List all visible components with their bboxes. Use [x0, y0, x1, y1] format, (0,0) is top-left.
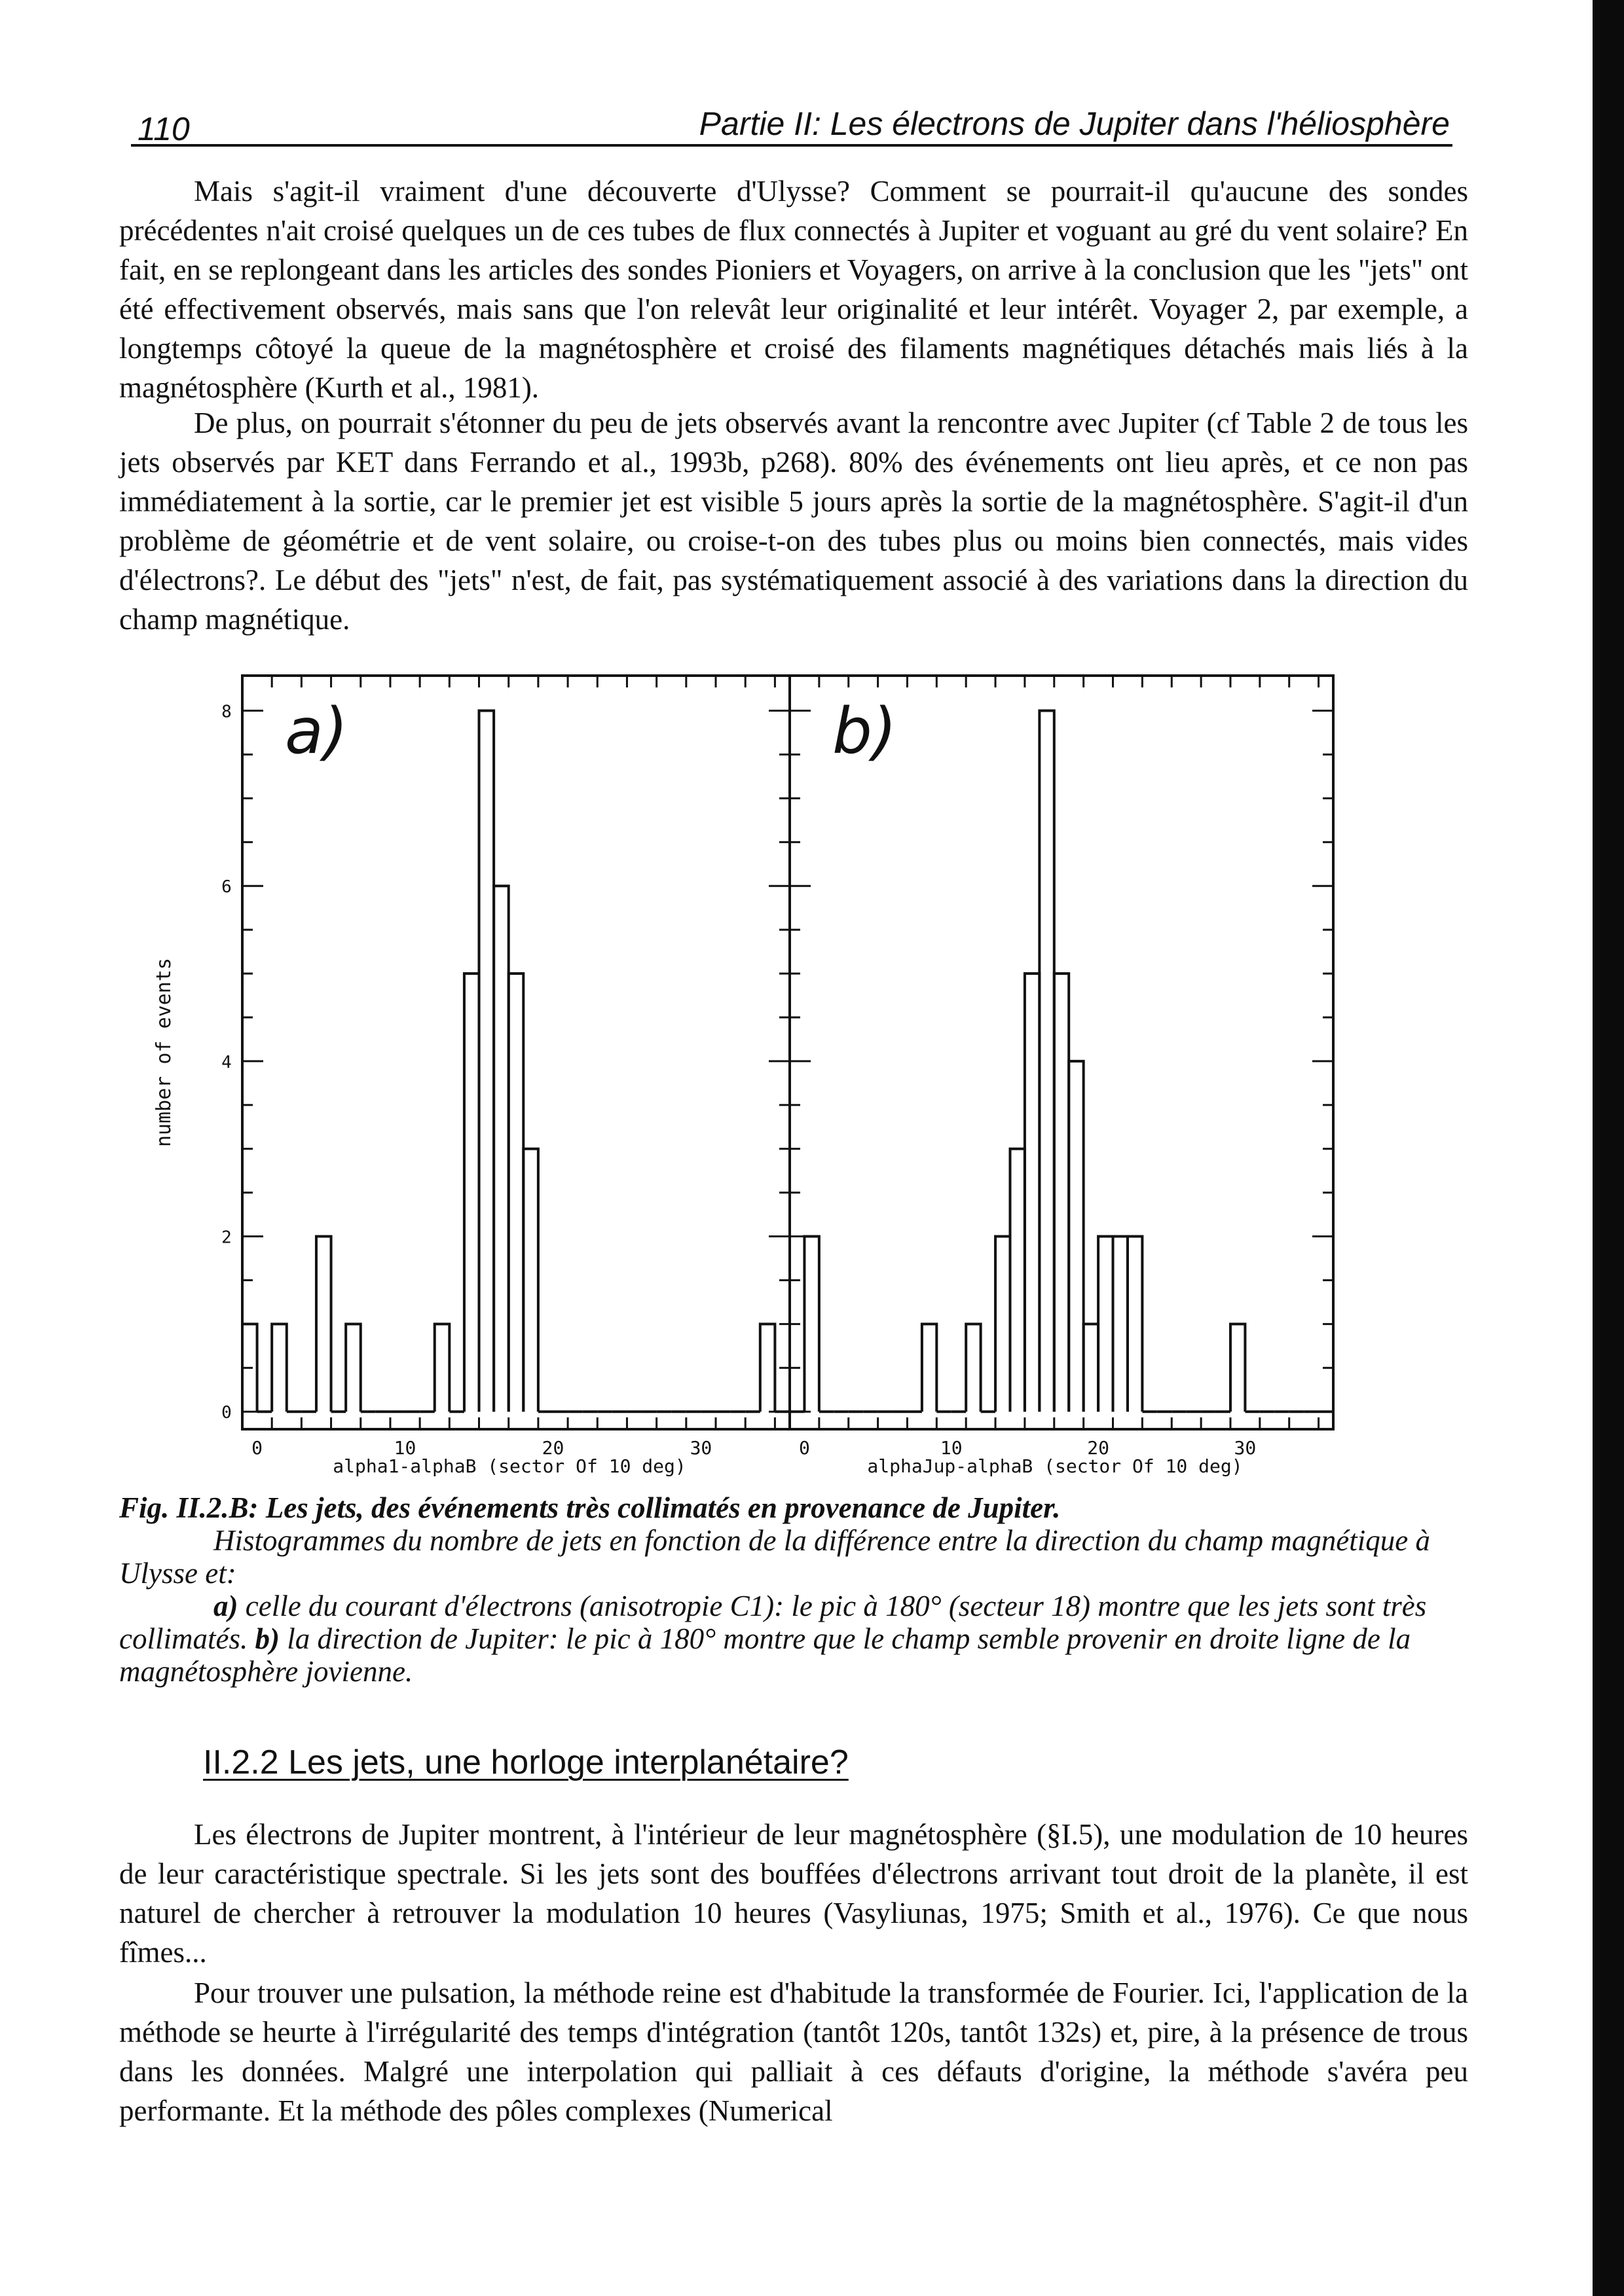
histogram-bar	[760, 1324, 775, 1412]
x-axis-label: alphaJup-alphaB (sector Of 10 deg)	[867, 1455, 1243, 1477]
histogram-bar	[1054, 974, 1069, 1412]
panel-frame	[242, 676, 790, 1429]
x-axis-label: alpha1-alphaB (sector Of 10 deg)	[333, 1455, 686, 1477]
y-tick-label: 6	[221, 877, 232, 898]
running-title: Partie II: Les électrons de Jupiter dans l'héliosphère	[699, 105, 1450, 142]
histogram-bar	[1010, 1149, 1024, 1412]
paragraph-4: Pour trouver une pulsation, la méthode reine est d'habitude la transformée de Fourier. Ici, l'application de la méthode se heurte à l'irrégularité des temps d'intégration (tantôt 120s, tantôt 132s) et, pire, à la présence de trous dans les données. Malgré une interpolation qui palliait à ces défauts d'origine, la méthode s'avéra peu performante. Et la méthode des pôles complexes (Numerical	[119, 1977, 1468, 2127]
histogram-bar	[509, 974, 524, 1412]
x-tick-label: 20	[1087, 1437, 1109, 1459]
histogram-bar	[1098, 1237, 1113, 1412]
y-axis-label: number of events	[153, 958, 175, 1147]
histogram-bar	[995, 1237, 1010, 1412]
page-number: 110	[138, 111, 190, 147]
histogram-bar	[1128, 1237, 1142, 1412]
histogram-bar	[922, 1324, 936, 1412]
caption-a-text: celle du courant d'électrons (anisotropie C1): le pic à 180° (secteur 18) montre que les jets sont très collimatés.	[119, 1590, 1427, 1655]
caption-b-label: b)	[255, 1622, 280, 1655]
x-tick-label: 30	[1234, 1437, 1257, 1459]
histogram-bar	[479, 711, 494, 1412]
x-tick-label: 0	[251, 1437, 263, 1459]
panel-label: b)	[832, 695, 897, 768]
y-tick-label: 8	[221, 702, 232, 722]
histogram-bar	[1230, 1324, 1245, 1412]
y-tick-label: 2	[221, 1228, 232, 1248]
paragraph-2: De plus, on pourrait s'étonner du peu de jets observés avant la rencontre avec Jupiter (cf Table 2 de tous les jets observés par KET dans Ferrando et al., 1993b, p268). 80% des événements ont lieu après, et ce non pas immédiatement à la sortie, car le premier jet est visible 5 jours après la sortie de la magnétosphère. S'agit-il d'un problème de géométrie et de vent solaire, ou croise-t-on des tubes plus ou moins bien connectés, mais vides d'électrons?. Le début des "jets" n'est, de fait, pas systématiquement associé à des variations dans la direction du champ magnétique.	[119, 407, 1468, 636]
paragraph-3: Les électrons de Jupiter montrent, à l'intérieur de leur magnétosphère (§I.5), une modulation de 10 heures de leur caractéristique spectrale. Si les jets sont des bouffées d'électrons arrivant tout droit de la planète, il est naturel de chercher à retrouver la modulation 10 heures (Vasyliunas, 1975; Smith et al., 1976). Ce que nous fîmes...	[119, 1818, 1468, 1969]
x-tick-label: 10	[394, 1437, 416, 1459]
histogram-bar	[1039, 711, 1054, 1412]
histogram-bar	[272, 1324, 287, 1412]
x-tick-label: 30	[690, 1437, 712, 1459]
paragraph-1: Mais s'agit-il vraiment d'une découverte d'Ulysse? Comment se pourrait-il qu'aucune des sondes précédentes n'ait croisé quelques un de ces tubes de flux connectés à Jupiter et voguant au gré du vent solaire? En fait, en se replongeant dans les articles des sondes Pioniers et Voyagers, on arrive à la conclusion que les "jets" ont été effectivement observés, mais sans que l'on relevât leur originalité et leur intérêt. Voyager 2, par exemple, a longtemps côtoyé la queue de la magnétosphère et croisé des filaments magnétiques détachés mais liés à la magnétosphère (Kurth et al., 1981).	[119, 175, 1468, 404]
panel-frame	[790, 676, 1333, 1429]
caption-title: Les jets, des événements très collimatés en provenance de Jupiter.	[258, 1491, 1061, 1524]
caption-description: Histogrammes du nombre de jets en fonction de la différence entre la direction du champ magnétique à Ulysse et:	[119, 1524, 1430, 1590]
histogram-bar	[1084, 1324, 1098, 1412]
caption-b-text: la direction de Jupiter: le pic à 180° montre que le champ semble provenir en droite ligne de la magnétosphère jovienne.	[119, 1622, 1411, 1688]
x-tick-label: 20	[542, 1437, 564, 1459]
x-tick-label: 0	[799, 1437, 810, 1459]
histogram-bar	[494, 886, 509, 1412]
x-tick-label: 10	[940, 1437, 963, 1459]
caption-a-label: a)	[213, 1590, 238, 1622]
histogram-bar	[464, 974, 479, 1412]
panel-label: a)	[285, 695, 348, 768]
y-tick-label: 0	[221, 1403, 232, 1423]
histogram-bar	[523, 1149, 538, 1412]
histogram-bar	[1113, 1237, 1128, 1412]
histogram-bar	[346, 1324, 361, 1412]
histogram-bar	[435, 1324, 450, 1412]
histogram-bar	[804, 1237, 819, 1412]
histogram-bar	[1025, 974, 1039, 1412]
caption-label: Fig. II.2.B:	[119, 1491, 259, 1524]
figure-caption	[119, 1491, 1468, 1688]
y-tick-label: 4	[221, 1052, 232, 1072]
histogram-bar	[316, 1237, 331, 1412]
histogram-bar	[1069, 1061, 1083, 1412]
histogram-bar	[966, 1324, 980, 1412]
section-heading: II.2.2 Les jets, une horloge interplanétaire?	[203, 1743, 849, 1781]
